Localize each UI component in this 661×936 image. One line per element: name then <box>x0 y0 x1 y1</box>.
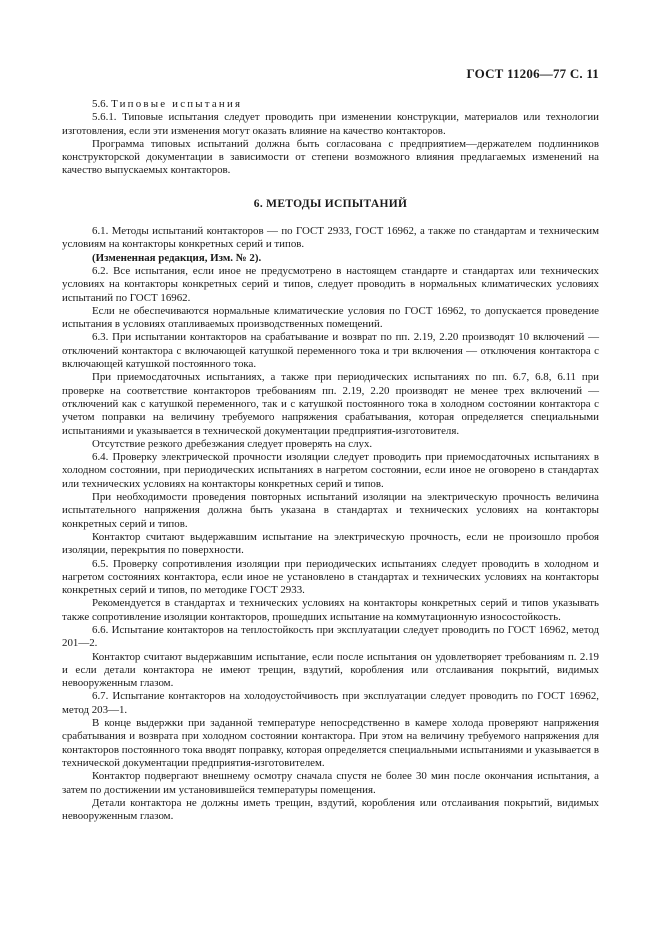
paragraph-6-2: 6.2. Все испытания, если иное не предусмотрено в настоящем стандарте и стандартах или технических условиях на контакторы конкретных серий и типов, следует проводить в нормальных климатических условиях испытаний по ГОСТ 16962. <box>62 264 599 304</box>
paragraph-program: Программа типовых испытаний должна быть согласована с предприятием—держателем подлинников конструкторской документации в зависимости от степени возможного влияния предлагаемых изменений на качество выпускаемых контакторов. <box>62 137 599 177</box>
section-5-6-heading <box>62 98 599 111</box>
document-body <box>62 98 599 823</box>
paragraph-6-6-pass: Контактор считают выдержавшим испытание, если после испытания он удовлетворяет требованиям п. 2.19 и если детали контактора не имеют трещин, вздутий, коробления или отслаивания покрытий, видимых невооруженным глазом. <box>62 650 599 690</box>
paragraph-6-4-repeat: При необходимости проведения повторных испытаний изоляции на электрическую прочность величина испытательного напряжения должна быть указана в стандартах и технических условиях на контакторы конкретных серий и типов. <box>62 491 599 530</box>
paragraph-6-3-acceptance: При приемосдаточных испытаниях, а также при периодических испытаниях по пп. 6.7, 6.8, 6.11 при проверке на соответствие контакторов требованиям пп. 2.19, 2.20 производят не менее трех включений — отключений как с катушкой переменного, так и с катушкой постоянного тока в холодном состоянии контактора с учетом поправки на величину требуемого напряжения срабатывания, которая определяется специальными испытаниями и указывается в технической документации предприятия-изготовителя. <box>62 371 599 437</box>
paragraph-6-3-rattle: Отсутствие резкого дребезжания следует проверять на слух. <box>92 437 373 450</box>
section-6-title: 6. МЕТОДЫ ИСПЫТАНИЙ <box>253 197 408 210</box>
paragraph-6-6: 6.6. Испытание контакторов на теплостойкость при эксплуатации следует проводить по ГОСТ 16962, метод 201—2. <box>62 623 599 650</box>
section-5-6-number: 5.6. <box>92 98 109 110</box>
paragraph-6-1: 6.1. Методы испытаний контакторов — по ГОСТ 2933, ГОСТ 16962, а также по стандартам и техническим условиям на контакторы конкретных серий и типов. <box>62 225 599 251</box>
paragraph-6-2-climate: Если не обеспечиваются нормальные климатические условия по ГОСТ 16962, то допускается проведение испытания в условиях отапливаемых производственных помещений. <box>62 304 599 331</box>
paragraph-6-4-pass: Контактор считают выдержавшим испытание на электрическую прочность, если не произошло пробоя изоляции, перекрытия по поверхности. <box>62 530 599 557</box>
paragraph-6-7: 6.7. Испытание контакторов на холодоустойчивость при эксплуатации следует проводить по ГОСТ 16962, метод 203—1. <box>62 690 599 716</box>
paragraph-6-7-check: В конце выдержки при заданной температуре непосредственно в камере холода проверяют напряжения срабатывания и возврата при холодном состоянии контактора. При этом на величину требуемого напряжения для контакторов постоянного тока вводят поправку, которая определяется специальными испытаниями и указывается в технической документации предприятия-изготовителем. <box>62 717 599 769</box>
paragraph-6-3: 6.3. При испытании контакторов на срабатывание и возврат по пп. 2.19, 2.20 производят 10 включений — отключений контактора с включающей катушкой переменного тока и три включения — отключения контактора с включающей катушкой постоянного тока. <box>62 331 599 371</box>
paragraph-6-4: 6.4. Проверку электрической прочности изоляции следует проводить при приемосдаточных испытаниях в холодном состоянии, при периодических испытаниях в нагретом состоянии, если иное не оговорено в стандартах или технических условиях на контакторы конкретных серий и типов. <box>62 451 599 490</box>
paragraph-6-5-recommend: Рекомендуется в стандартах и технических условиях на контакторы конкретных серий и типов указывать также сопротивление изоляции контакторов, прошедших испытание на коммутационную износостойкость. <box>62 597 599 623</box>
paragraph-5-6-1: 5.6.1. Типовые испытания следует проводить при изменении конструкции, материалов или технологии изготовления, если эти изменения могут оказать влияние на качество контакторов. <box>62 111 599 137</box>
paragraph-6-7-inspection: Контактор подвергают внешнему осмотру сначала спустя не более 30 мин после окончания испытания, а затем по достижении им установившейся температуры помещения. <box>62 770 599 796</box>
amendment-note: (Измененная редакция, Изм. № 2). <box>92 251 262 264</box>
section-5-6-title: Типовые испытания <box>111 98 243 110</box>
paragraph-6-5: 6.5. Проверку сопротивления изоляции при периодических испытаниях следует проводить в холодном и нагретом состояниях контактора, если иное не установлено в стандартах и технических условиях на контакторы конкретных серий и типов, по методике ГОСТ 2933. <box>62 557 599 597</box>
paragraph-6-7-parts: Детали контактора не должны иметь трещин, вздутий, коробления или отслаивания покрытий, видимых невооруженным глазом. <box>62 796 599 823</box>
page-header: ГОСТ 11206—77 С. 11 <box>466 66 599 81</box>
